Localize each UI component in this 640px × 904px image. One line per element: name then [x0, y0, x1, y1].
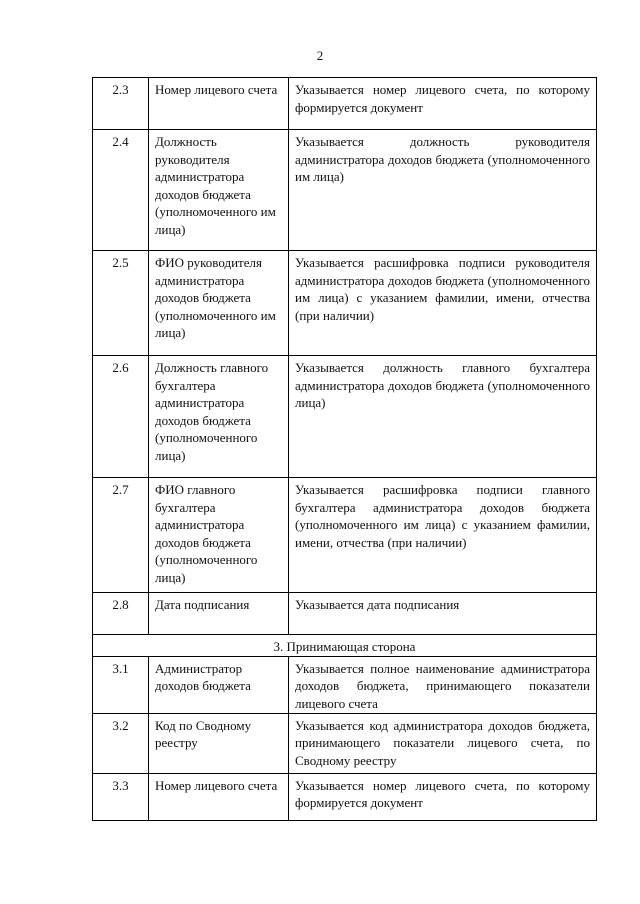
field-name: Администратор доходов бюджета	[149, 656, 289, 713]
table-row	[93, 713, 597, 773]
page-number: 2	[316, 48, 324, 63]
table-row	[93, 656, 597, 713]
row-number: 2.4	[93, 130, 149, 251]
requisites-table	[92, 77, 597, 821]
field-description: Указывается дата подписания	[289, 593, 597, 635]
field-name: Дата подписания	[149, 593, 289, 635]
table-row	[93, 130, 597, 251]
field-description: Указывается должность главного бухгалтера администратора доходов бюджета (уполномоченного лица)	[289, 356, 597, 478]
section-title: 3. Принимающая сторона	[93, 635, 597, 657]
table-row	[93, 251, 597, 356]
row-number: 2.8	[93, 593, 149, 635]
table-row	[93, 773, 597, 820]
field-description: Указывается должность руководителя администратора доходов бюджета (уполномоченного им лица)	[289, 130, 597, 251]
field-name: ФИО главного бухгалтера администратора доходов бюджета (уполномоченного лица)	[149, 478, 289, 593]
field-name: ФИО руководителя администратора доходов бюджета (уполномоченного им лица)	[149, 251, 289, 356]
field-name: Номер лицевого счета	[149, 78, 289, 130]
row-number: 3.1	[93, 656, 149, 713]
table-row	[93, 478, 597, 593]
table-row	[93, 78, 597, 130]
field-name: Номер лицевого счета	[149, 773, 289, 820]
field-description: Указывается номер лицевого счета, по которому формируется документ	[289, 78, 597, 130]
field-description: Указывается расшифровка подписи главного бухгалтера администратора доходов бюджета (уполномоченного им лица) с указанием фамилии, имени, отчества (при наличии)	[289, 478, 597, 593]
field-description: Указывается номер лицевого счета, по которому формируется документ	[289, 773, 597, 820]
row-number: 2.3	[93, 78, 149, 130]
row-number: 3.2	[93, 713, 149, 773]
field-name: Должность главного бухгалтера администратора доходов бюджета (уполномоченного лица)	[149, 356, 289, 478]
table-row	[93, 356, 597, 478]
row-number: 2.6	[93, 356, 149, 478]
field-name: Код по Сводному реестру	[149, 713, 289, 773]
row-number: 2.5	[93, 251, 149, 356]
field-description: Указывается код администратора доходов бюджета, принимающего показатели лицевого счета, по Сводному реестру	[289, 713, 597, 773]
row-number: 2.7	[93, 478, 149, 593]
field-name: Должность руководителя администратора доходов бюджета (уполномоченного им лица)	[149, 130, 289, 251]
field-description: Указывается расшифровка подписи руководителя администратора доходов бюджета (уполномоченного им лица) с указанием фамилии, имени, отчества (при наличии)	[289, 251, 597, 356]
table-row	[93, 593, 597, 635]
row-number: 3.3	[93, 773, 149, 820]
section-header-row	[93, 635, 597, 657]
field-description: Указывается полное наименование администратора доходов бюджета, принимающего показатели лицевого счета	[289, 656, 597, 713]
